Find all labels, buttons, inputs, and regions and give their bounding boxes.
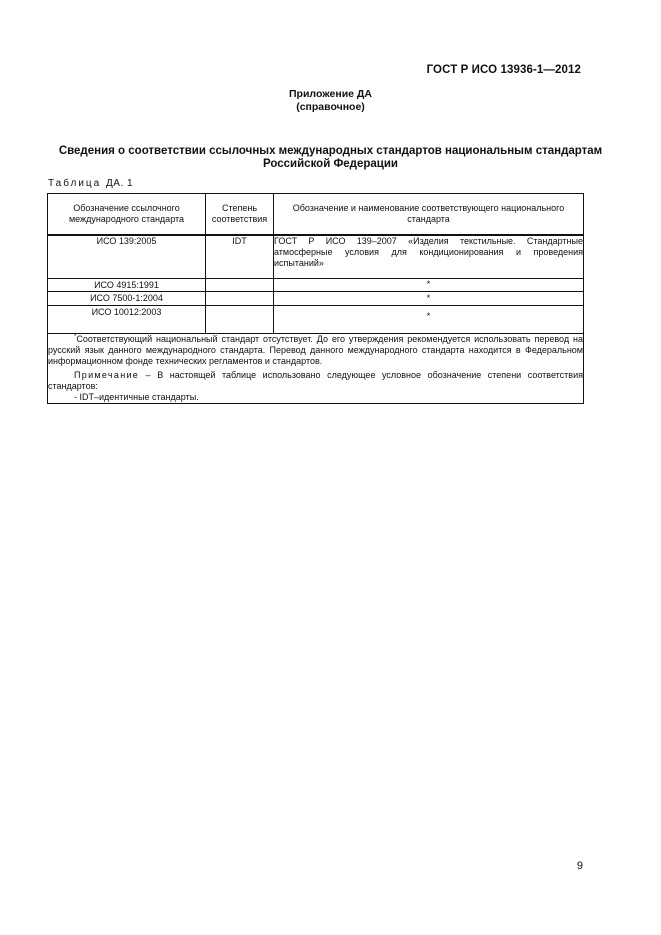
note-text: – В настоящей таблице использовано следующее условное обозначение степени соответствия стандартов: [48, 370, 583, 391]
cell-degree [206, 306, 274, 334]
document-code: ГОСТ Р ИСО 13936-1—2012 [426, 64, 581, 76]
table-notes [48, 334, 584, 404]
footnote-mark: * [74, 334, 77, 340]
section-heading: Сведения о соответствии ссылочных международных стандартов национальным стандартам Российской Федерации [58, 145, 603, 170]
header-intl-standard: Обозначение ссылочного международного стандарта [48, 194, 206, 236]
asterisk-mark: * [426, 311, 431, 321]
note-list-item: - IDT–идентичные стандарты. [74, 392, 199, 402]
appendix-title: Приложение ДА [289, 88, 372, 100]
table-row [48, 306, 584, 334]
cell-national-standard: ГОСТ Р ИСО 139–2007 «Изделия текстильные. Стандартные атмосферные условия для кондиционирования и проведения испытаний» [274, 235, 584, 279]
page-number: 9 [576, 860, 583, 872]
cell-degree [206, 279, 274, 292]
cell-intl-standard: ИСО 7500-1:2004 [48, 292, 206, 306]
table-label-number: ДА. 1 [106, 178, 134, 189]
footnote [48, 334, 583, 367]
table-notes-row [48, 334, 584, 404]
cell-national-standard [274, 279, 584, 292]
table-row [48, 292, 584, 306]
note-label: Примечание [74, 370, 140, 380]
asterisk-mark: * [426, 293, 431, 303]
note [48, 370, 583, 392]
table-header-row [48, 194, 584, 236]
asterisk-mark: * [426, 279, 431, 289]
cell-national-standard [274, 306, 584, 334]
cell-national-standard [274, 292, 584, 306]
header-national-standard: Обозначение и наименование соответствующего национального стандарта [274, 194, 584, 236]
cell-intl-standard: ИСО 4915:1991 [48, 279, 206, 292]
table-label-word: Таблица [48, 178, 102, 189]
table-row [48, 279, 584, 292]
standards-table [47, 193, 584, 404]
table-row [48, 235, 584, 279]
cell-intl-standard: ИСО 10012:2003 [48, 306, 206, 334]
appendix-heading [0, 88, 661, 114]
appendix-subtitle: (справочное) [296, 101, 365, 113]
header-degree: Степень соответствия [206, 194, 274, 236]
cell-degree: IDT [206, 235, 274, 279]
cell-intl-standard: ИСО 139:2005 [48, 235, 206, 279]
cell-degree [206, 292, 274, 306]
footnote-text: Соответствующий национальный стандарт отсутствует. До его утверждения рекомендуется использовать перевод на русский язык данного международного стандарта. Перевод данного международного стандарта находится в Федеральном информационном фонде технических регламентов и стандартов. [48, 334, 583, 366]
table-label [48, 178, 133, 189]
